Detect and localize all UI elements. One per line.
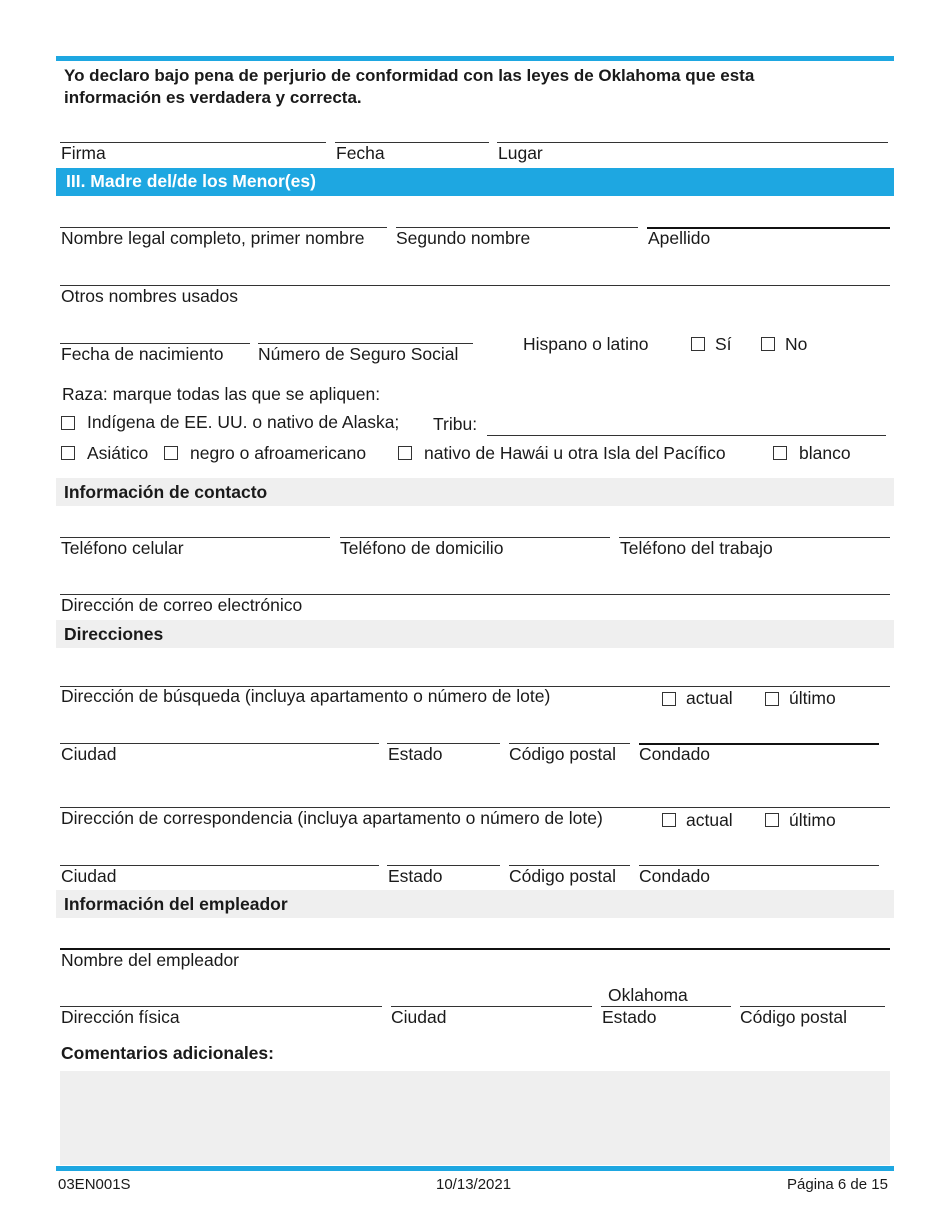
- black-checkbox[interactable]: [164, 446, 178, 460]
- mailing-city-label: Ciudad: [61, 866, 117, 886]
- physical-address-label: Dirección física: [61, 1007, 180, 1027]
- native-us-label: Indígena de EE. UU. o nativo de Alaska;: [87, 412, 400, 432]
- ssn-label: Número de Seguro Social: [258, 344, 459, 364]
- footer-form-id: 03EN001S: [58, 1176, 131, 1193]
- mailing-state-label: Estado: [388, 866, 443, 886]
- email-label: Dirección de correo electrónico: [61, 595, 303, 615]
- contact-title: Información de contacto: [64, 482, 268, 502]
- cell-phone-label: Teléfono celular: [61, 538, 184, 558]
- search-last-checkbox[interactable]: [765, 692, 779, 706]
- native-us-checkbox[interactable]: [61, 416, 75, 430]
- firma-label: Firma: [61, 143, 106, 163]
- hispanic-label: Hispano o latino: [523, 334, 649, 354]
- bottom-rule: [56, 1166, 894, 1171]
- addresses-title: Direcciones: [64, 624, 164, 644]
- footer-page: Página 6 de 15: [787, 1176, 888, 1193]
- search-county-label: Condado: [639, 744, 711, 764]
- search-last-label: último: [789, 688, 836, 708]
- tribe-label: Tribu:: [433, 414, 478, 434]
- lugar-label: Lugar: [498, 143, 543, 163]
- white-checkbox[interactable]: [773, 446, 787, 460]
- white-label: blanco: [799, 443, 851, 463]
- mailing-zip-label: Código postal: [509, 866, 617, 886]
- search-zip-label: Código postal: [509, 744, 617, 764]
- search-city-label: Ciudad: [61, 744, 117, 764]
- other-names-label: Otros nombres usados: [61, 286, 239, 306]
- top-rule: [56, 56, 894, 61]
- dob-label: Fecha de nacimiento: [61, 344, 224, 364]
- work-phone-label: Teléfono del trabajo: [620, 538, 773, 558]
- fecha-label: Fecha: [336, 143, 385, 163]
- hispanic-no-label: No: [785, 334, 808, 354]
- tribe-line[interactable]: [487, 435, 886, 436]
- race-prompt: Raza: marque todas las que se apliquen:: [62, 384, 381, 404]
- asian-label: Asiático: [87, 443, 149, 463]
- hawaiian-checkbox[interactable]: [398, 446, 412, 460]
- hawaiian-label: nativo de Hawái u otra Isla del Pacífico: [424, 443, 726, 463]
- mailing-current-checkbox[interactable]: [662, 813, 676, 827]
- mailing-county-label: Condado: [639, 866, 711, 886]
- mailing-last-label: último: [789, 810, 836, 830]
- hispanic-yes-checkbox[interactable]: [691, 337, 705, 351]
- mailing-last-checkbox[interactable]: [765, 813, 779, 827]
- search-current-label: actual: [686, 688, 733, 708]
- search-state-label: Estado: [388, 744, 443, 764]
- first-name-label: Nombre legal completo, primer nombre: [61, 228, 365, 248]
- hispanic-no-checkbox[interactable]: [761, 337, 775, 351]
- employer-zip-label: Código postal: [740, 1007, 848, 1027]
- mailing-current-label: actual: [686, 810, 733, 830]
- search-address-label: Dirección de búsqueda (incluya apartamento o número de lote): [61, 686, 551, 706]
- employer-name-label: Nombre del empleador: [61, 950, 240, 970]
- section-title: III. Madre del/de los Menor(es): [66, 171, 316, 191]
- declaration-text: Yo declaro bajo pena de perjurio de conformidad con las leyes de Oklahoma que esta información es verdadera y correcta.: [64, 66, 755, 107]
- mailing-address-label: Dirección de correspondencia (incluya apartamento o número de lote): [61, 808, 603, 828]
- addresses-band: [56, 620, 894, 648]
- asian-checkbox[interactable]: [61, 446, 75, 460]
- employer-state-value: Oklahoma: [608, 985, 688, 1005]
- employer-city-label: Ciudad: [391, 1007, 447, 1027]
- black-label: negro o afroamericano: [190, 443, 367, 463]
- last-name-label: Apellido: [648, 228, 711, 248]
- comments-box[interactable]: [60, 1071, 890, 1165]
- hispanic-yes-label: Sí: [715, 334, 732, 354]
- middle-name-label: Segundo nombre: [396, 228, 531, 248]
- comments-title: Comentarios adicionales:: [61, 1043, 274, 1063]
- home-phone-label: Teléfono de domicilio: [340, 538, 504, 558]
- search-current-checkbox[interactable]: [662, 692, 676, 706]
- employer-state-label: Estado: [602, 1007, 657, 1027]
- footer-date: 10/13/2021: [436, 1176, 512, 1193]
- employer-title: Información del empleador: [64, 894, 288, 914]
- lugar-line[interactable]: [497, 142, 888, 143]
- section-header-mother: [56, 168, 894, 196]
